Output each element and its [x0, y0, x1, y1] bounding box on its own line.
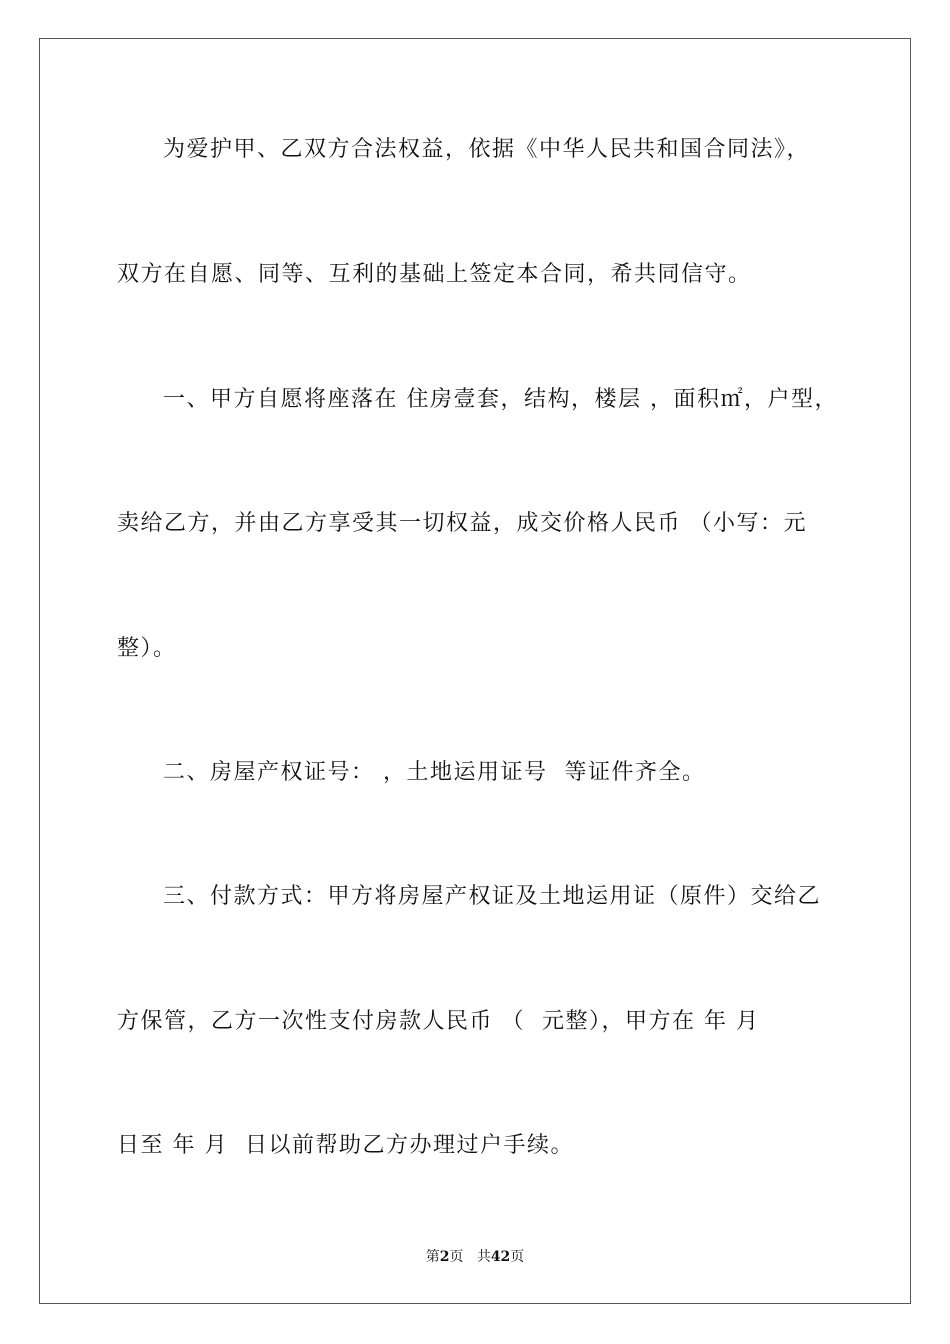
page-footer	[0, 1246, 950, 1266]
footer-page-prefix: 第	[425, 1249, 440, 1265]
paragraph-line-1: 为爱护甲、乙双方合法权益，依据《中华人民共和国合同法》，	[163, 137, 811, 162]
footer-page-number: 2	[439, 1249, 450, 1265]
page-border	[39, 38, 911, 1304]
paragraph-line-4: 卖给乙方，并由乙方享受其一切权益，成交价格人民币 （小写：元	[117, 511, 807, 536]
paragraph-line-6: 二、房屋产权证号： ，土地运用证号 等证件齐全。	[163, 760, 706, 785]
paragraph-line-5: 整）。	[117, 636, 177, 661]
footer-total-unit: 页	[510, 1249, 525, 1265]
footer-total-pages: 42	[490, 1249, 511, 1265]
paragraph-line-2: 双方在自愿、同等、互利的基础上签定本合同，希共同信守。	[117, 262, 752, 287]
paragraph-line-9: 日至 年 月 日以前帮助乙方办理过户手续。	[117, 1133, 574, 1158]
paragraph-line-7: 三、付款方式：甲方将房屋产权证及土地运用证（原件）交给乙	[163, 884, 822, 909]
paragraph-line-3: 一、甲方自愿将座落在 住房壹套，结构，楼层 ，面积㎡，户型，	[163, 387, 838, 412]
footer-page-unit: 页	[449, 1249, 464, 1265]
footer-total-prefix: 共	[476, 1249, 491, 1265]
paragraph-line-8: 方保管，乙方一次性支付房款人民币 （ 元整），甲方在 年 月	[117, 1009, 760, 1034]
